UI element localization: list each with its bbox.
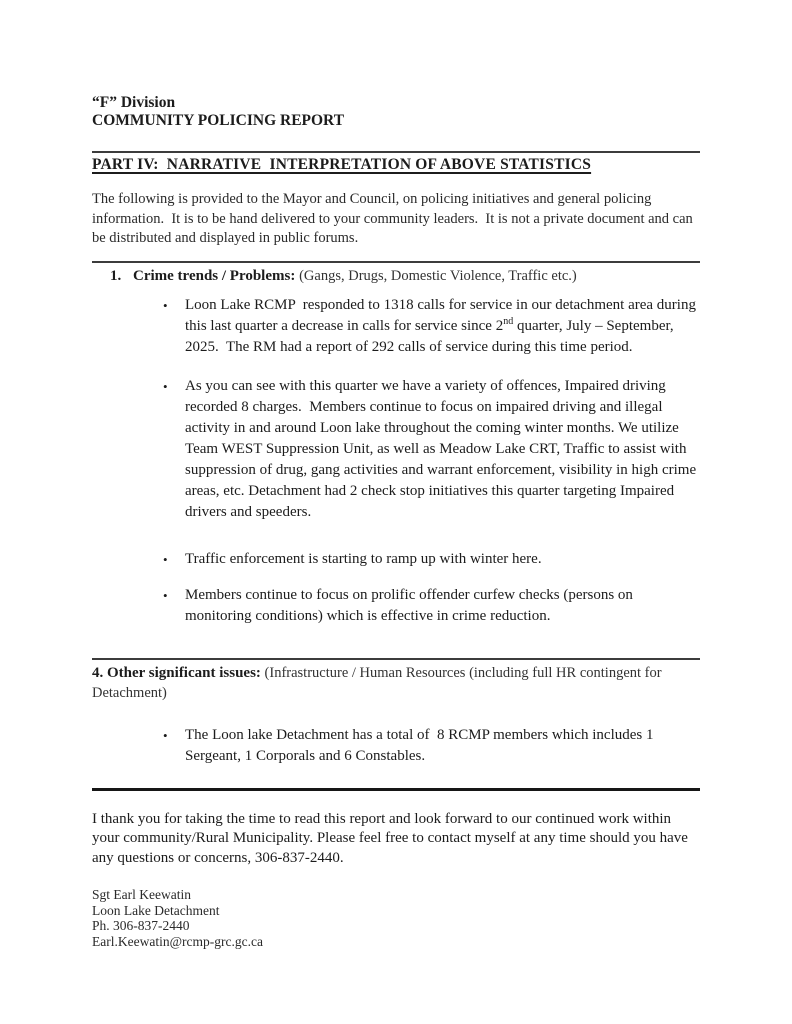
other-issues-qualifier: (Infrastructure / Human Resources (including full HR contingent for Detachment) bbox=[92, 664, 666, 701]
crime-trends-heading-text bbox=[133, 266, 577, 287]
signature-detachment: Loon Lake Detachment bbox=[92, 902, 220, 918]
other-issues-heading bbox=[92, 663, 700, 703]
crime-trends-qualifier: (Gangs, Drugs, Domestic Violence, Traffic etc.) bbox=[299, 267, 577, 284]
bullet-calls-for-service bbox=[185, 295, 700, 358]
other-issues-title: 4. Other significant issues: bbox=[92, 664, 261, 681]
division-heading: “F” Division bbox=[92, 94, 176, 111]
closing-paragraph: I thank you for taking the time to read this report and look forward to our continued work within your community/Rural Municipality. Please feel free to contact myself at any time should you have any questions or concerns, 306-837-2440. bbox=[92, 810, 692, 866]
intro-paragraph: The following is provided to the Mayor and Council, on policing initiatives and general policing information. It is to be hand delivered to your community leaders. It is not a private document and can be distributed and displayed in public forums. bbox=[92, 191, 697, 246]
bullet-traffic-enforcement: Traffic enforcement is starting to ramp up with winter here. bbox=[185, 550, 542, 567]
bullet-marker-icon: • bbox=[163, 587, 168, 603]
report-content bbox=[92, 94, 700, 949]
bullet-curfew-checks: Members continue to focus on prolific offender curfew checks (persons on monitoring conditions) which is effective in crime reduction. bbox=[185, 586, 637, 624]
ordinal-superscript: nd bbox=[503, 315, 514, 327]
list-item bbox=[92, 585, 700, 627]
signature-block bbox=[92, 887, 700, 949]
bottom-divider bbox=[92, 788, 700, 791]
signature-name: Sgt Earl Keewatin bbox=[92, 887, 191, 902]
bullet-marker-icon: • bbox=[163, 378, 168, 394]
crime-trends-number: 1. bbox=[110, 267, 122, 284]
bullet1-text-start: Loon Lake RCMP responded to 1318 calls for service in our detachment area during this last quarter a decrease in calls for service since 2 bbox=[185, 296, 700, 334]
section-divider-crime-trends bbox=[92, 261, 700, 263]
signature-phone: Ph. 306-837-2440 bbox=[92, 918, 190, 933]
section-divider-top bbox=[92, 151, 700, 153]
signature-email: Earl.Keewatin@rcmp-grc.gc.ca bbox=[92, 933, 263, 949]
crime-trends-heading bbox=[92, 266, 700, 287]
list-item bbox=[92, 376, 700, 523]
list-item bbox=[92, 295, 700, 358]
report-title: COMMUNITY POLICING REPORT bbox=[92, 112, 345, 129]
bullet-marker-icon: • bbox=[163, 551, 168, 567]
bullet-detachment-members: The Loon lake Detachment has a total of 8 RCMP members which includes 1 Sergeant, 1 Corporals and 6 Constables. bbox=[185, 726, 658, 764]
crime-trends-title: Crime trends / Problems: bbox=[133, 267, 300, 284]
bullet1-text-end: quarter, July – September, 2025. The RM had a report of 292 calls of service during this time period. bbox=[185, 317, 678, 355]
list-item bbox=[92, 725, 700, 767]
bullet-marker-icon: • bbox=[163, 297, 168, 313]
part-iv-heading: PART IV: NARRATIVE INTERPRETATION OF ABOVE STATISTICS bbox=[92, 156, 592, 173]
list-item bbox=[92, 549, 700, 570]
bullet-marker-icon: • bbox=[163, 727, 168, 743]
bullet-offences-impaired-driving: As you can see with this quarter we have a variety of offences, Impaired driving recorded 8 charges. Members continue to focus on impaired driving and illegal activity in and around Loon lake throughout the coming winter months. We utilize Team WEST Suppression Unit, as well as Meadow Lake CRT, Traffic to assist with suppression of drug, gang activities and warrant enforcement, visibility in high crime areas, etc. Detachment had 2 check stop initiatives this quarter targeting Impaired drivers and speeders. bbox=[185, 377, 700, 520]
section-divider-other-issues bbox=[92, 658, 700, 660]
